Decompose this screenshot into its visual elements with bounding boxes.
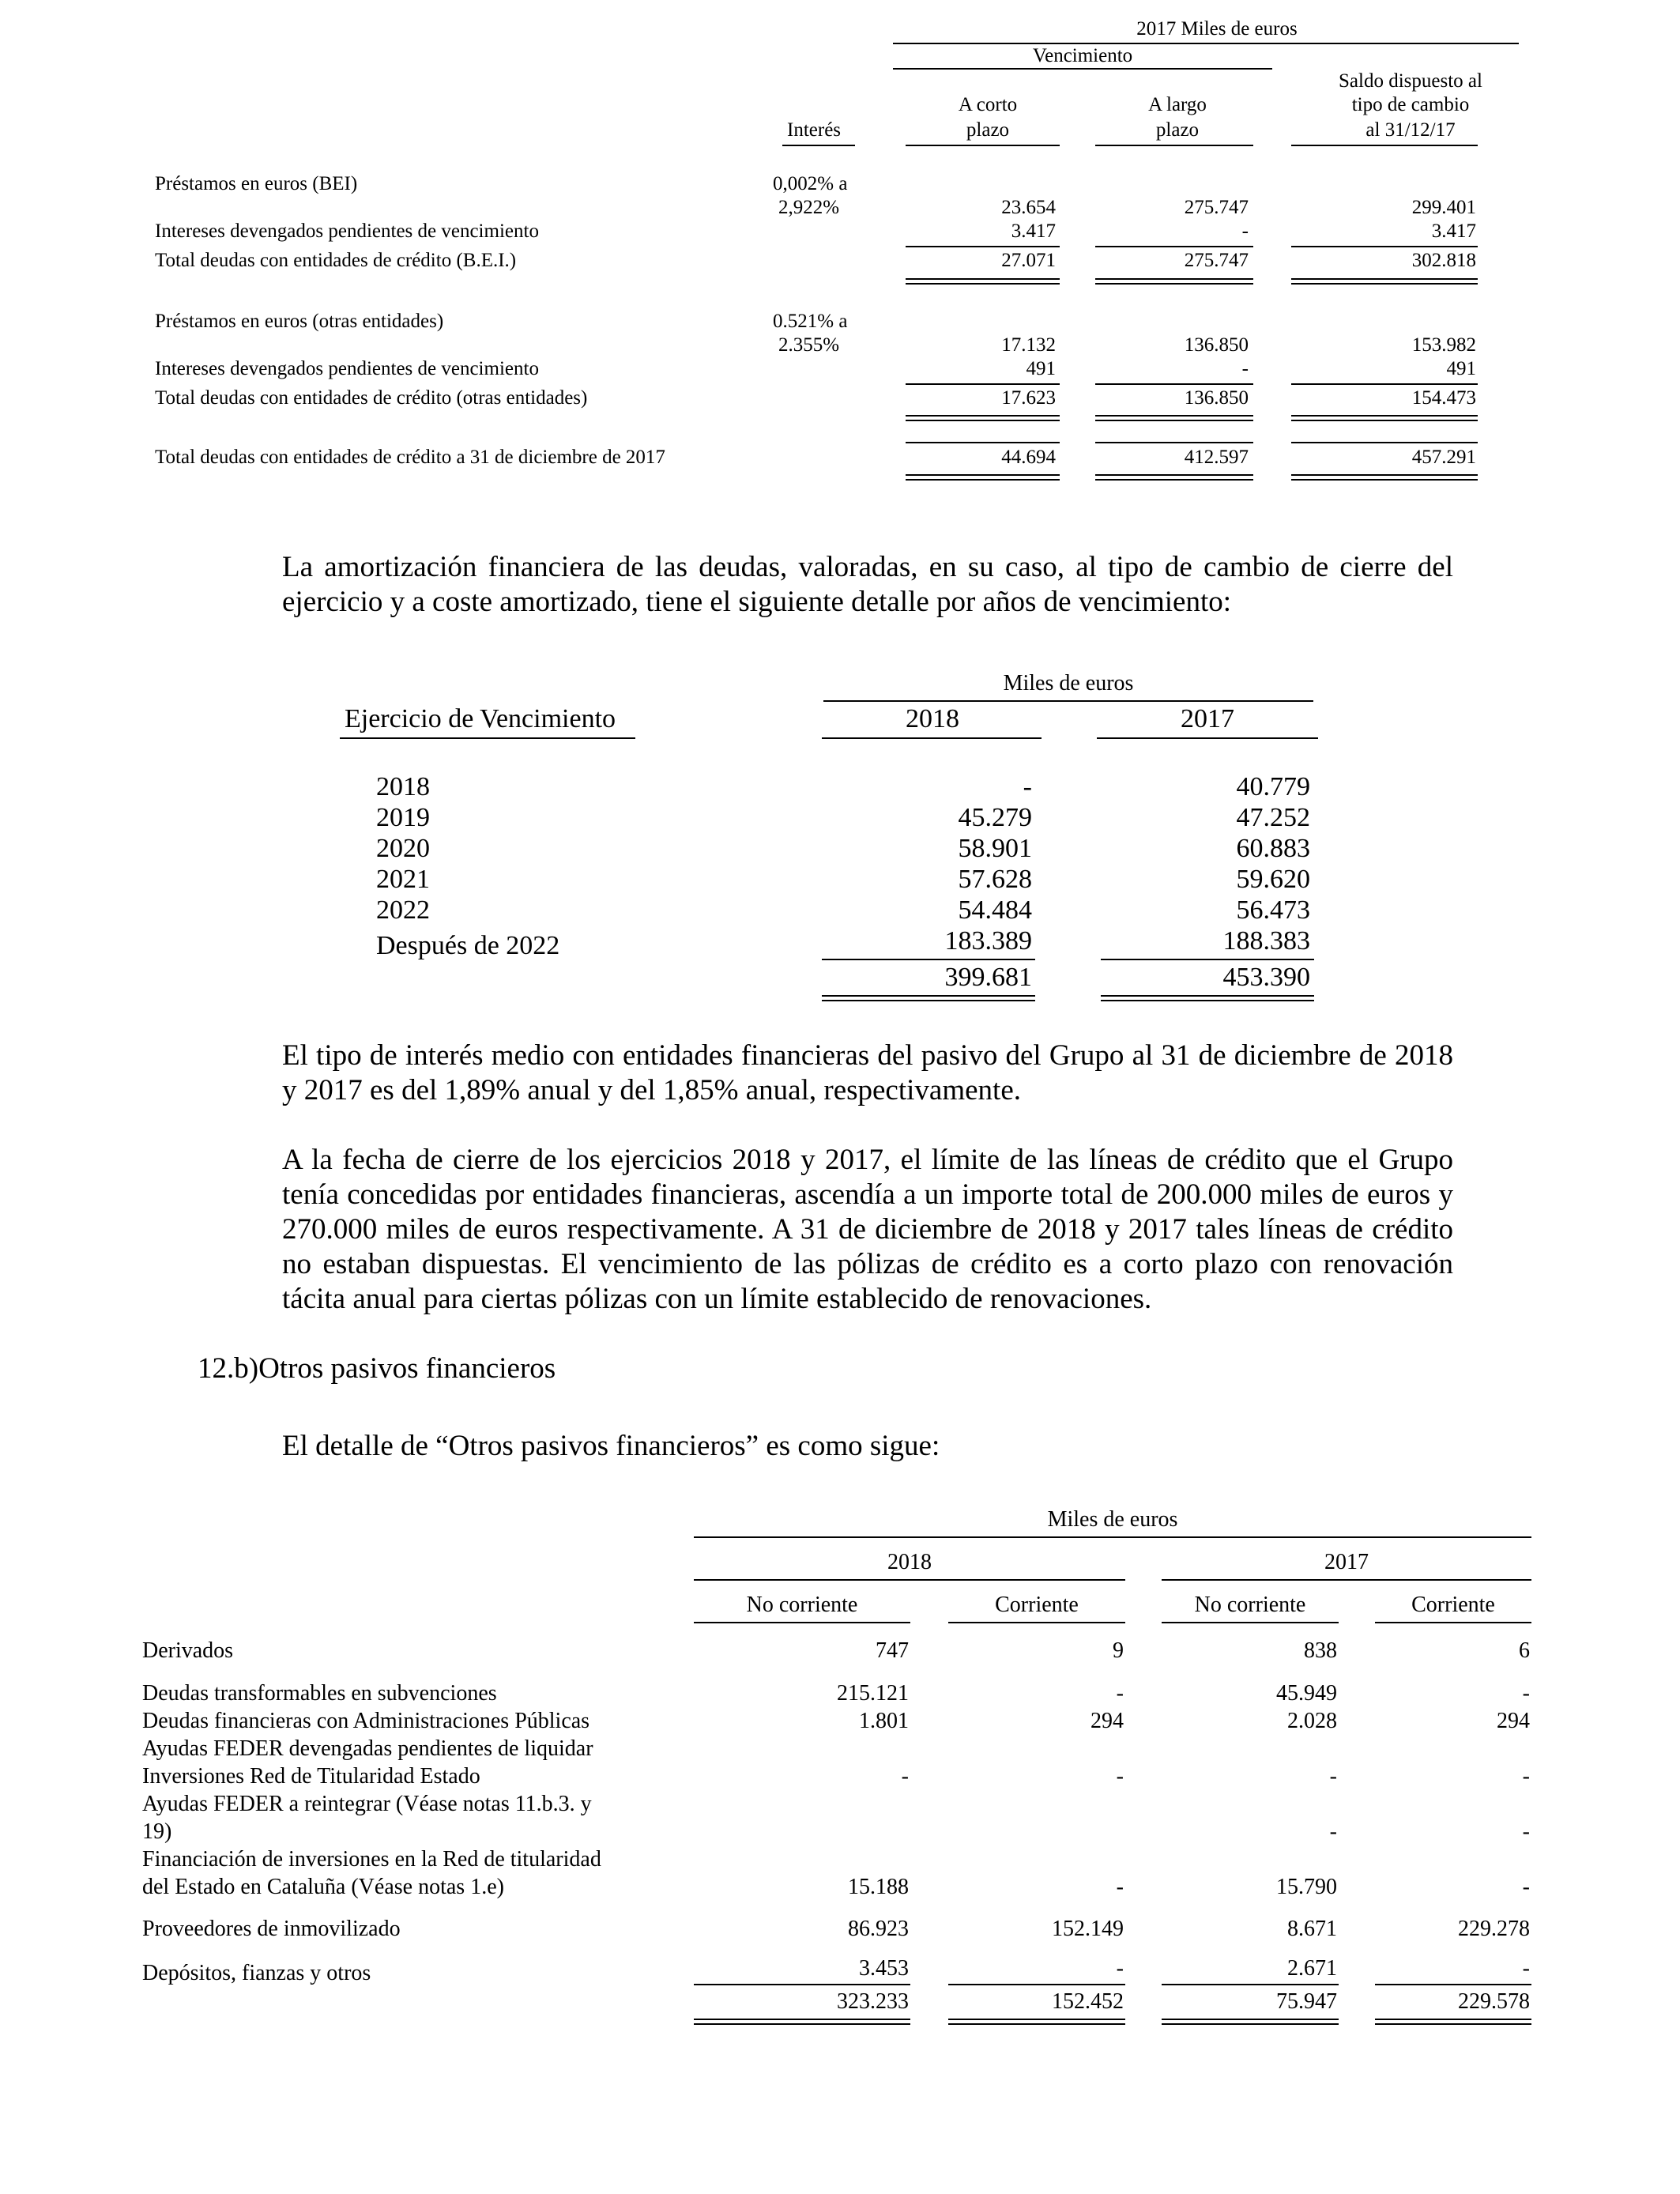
table3-units-header: Miles de euros <box>1047 1507 1178 1532</box>
table1-saldo-header-2: tipo de cambio <box>1351 94 1470 115</box>
table3-cell: - <box>1329 1819 1337 1844</box>
table1-cell: 299.401 <box>1411 197 1476 218</box>
section-heading: 12.b)Otros pasivos financieros <box>198 1352 556 1385</box>
table3-cell: 2.028 <box>1287 1709 1337 1733</box>
table1-largo-header-2: plazo <box>1155 119 1200 141</box>
table1-cell: 302.818 <box>1411 250 1476 271</box>
table3-cell: - <box>1522 1681 1530 1706</box>
table3-row-label: Financiación de inversiones en la Red de titularidad <box>142 1847 601 1872</box>
table1-rate-line-1: 0,002% a <box>773 173 848 194</box>
table3-col-header: No corriente <box>1194 1593 1306 1617</box>
table1-cell: 491 <box>1446 358 1476 379</box>
table2-cell: - <box>1023 772 1032 801</box>
table3-row-label: del Estado en Cataluña (Véase notas 1.e) <box>142 1875 504 1899</box>
table1-row-label: Total deudas con entidades de crédito (B.E.I.) <box>155 250 517 271</box>
table3-cell: - <box>1522 1956 1530 1981</box>
table3-cell: 45.949 <box>1276 1681 1337 1706</box>
table3-cell: 2.671 <box>1287 1956 1337 1981</box>
table3-cell: - <box>1116 1681 1124 1706</box>
table1-cell: - <box>1241 358 1249 379</box>
table2-cell: 56.473 <box>1236 895 1310 925</box>
table1-cell: 275.747 <box>1184 197 1249 218</box>
table3-cell: 6 <box>1519 1638 1530 1663</box>
table3-cell: 294 <box>1497 1709 1530 1733</box>
table3-cell: 15.188 <box>848 1875 909 1899</box>
paragraph-credit-lines: A la fecha de cierre de los ejercicios 2018 y 2017, el límite de las líneas de crédito que el Grupo tenía concedidas por entidades financieras, ascendía a un importe total de 200.000 miles de euros y 270.000 miles de euros respectivamente. A 31 de diciembre de 2018 y 2017 tales líneas de crédito no estaban dispuestas. El vencimiento de las pólizas de crédito es a corto plazo con renovación tácita anual para ciertas pólizas con un límite establecido de renovaciones. <box>282 1144 1453 1315</box>
table2-cell: 40.779 <box>1236 772 1310 801</box>
table3-cell: 15.790 <box>1276 1875 1337 1899</box>
table1-row-label: Intereses devengados pendientes de vencimiento <box>155 221 539 242</box>
table2-cell: 183.389 <box>944 926 1032 956</box>
table2-cell: 59.620 <box>1236 865 1310 894</box>
table3-cell: 229.278 <box>1458 1917 1530 1941</box>
table2-year-2018: 2018 <box>906 704 959 733</box>
table3-row-label: Deudas transformables en subvenciones <box>142 1681 497 1706</box>
table3-cell: 747 <box>876 1638 909 1663</box>
table1-units-header: 2017 Miles de euros <box>1136 18 1298 40</box>
table3-cell: - <box>901 1764 909 1789</box>
table3-cell: - <box>1116 1875 1124 1899</box>
table1-row-label: Total deudas con entidades de crédito (otras entidades) <box>155 387 588 409</box>
table1-cell: 136.850 <box>1184 387 1249 409</box>
table1-cell: 136.850 <box>1184 334 1249 356</box>
table1-grand-total-label: Total deudas con entidades de crédito a 31 de diciembre de 2017 <box>155 447 665 468</box>
table1-vencimiento-header: Vencimiento <box>1032 45 1133 66</box>
table1-corto-header-1: A corto <box>958 94 1018 115</box>
table3-row-label: Proveedores de inmovilizado <box>142 1917 401 1941</box>
table2-column-label: Ejercicio de Vencimiento <box>345 704 616 733</box>
table3-total: 152.452 <box>1052 1989 1124 2014</box>
table3-total: 323.233 <box>837 1989 909 2014</box>
table1-rate-line-2: 2,922% <box>778 197 840 218</box>
table3-col-header: Corriente <box>1411 1593 1495 1617</box>
table3-cell: 215.121 <box>837 1681 909 1706</box>
table1-cell: 27.071 <box>1001 250 1056 271</box>
table3-row-label: Deudas financieras con Administraciones Públicas <box>142 1709 590 1733</box>
table3-cell: - <box>1522 1819 1530 1844</box>
table1-cell: 17.623 <box>1001 387 1056 409</box>
table2-cell: 57.628 <box>958 865 1032 894</box>
table2-row-label: 2022 <box>376 895 430 925</box>
table3-cell: 294 <box>1090 1709 1124 1733</box>
paragraph-amortization: La amortización financiera de las deudas, valoradas, en su caso, al tipo de cambio de cierre del ejercicio y a coste amortizado, tiene el siguiente detalle por años de vencimiento: <box>282 551 1453 618</box>
table1-cell: 17.132 <box>1001 334 1056 356</box>
table3-cell: 152.149 <box>1052 1917 1124 1941</box>
table2-year-2017: 2017 <box>1181 704 1234 733</box>
table2-row-label: 2021 <box>376 865 430 894</box>
table3-cell: - <box>1116 1764 1124 1789</box>
table1-largo-header-1: A largo <box>1148 94 1207 115</box>
table3-year-2018: 2018 <box>887 1550 932 1574</box>
table1-cell: 3.417 <box>1011 221 1056 242</box>
table3-total: 229.578 <box>1458 1989 1530 2014</box>
table2-cell: 47.252 <box>1236 803 1310 832</box>
paragraph-interest-rate: El tipo de interés medio con entidades financieras del pasivo del Grupo al 31 de diciembre de 2018 y 2017 es del 1,89% anual y del 1,85% anual, respectivamente. <box>282 1039 1453 1106</box>
table1-cell: 275.747 <box>1184 250 1249 271</box>
table3-row-label: Ayudas FEDER a reintegrar (Véase notas 11.b.3. y <box>142 1792 592 1816</box>
table3-row-label: Derivados <box>142 1638 234 1663</box>
table3-cell: 838 <box>1304 1638 1337 1663</box>
table2-row-label: 2020 <box>376 834 430 863</box>
table2-cell: 54.484 <box>958 895 1032 925</box>
table1-row-label: Préstamos en euros (BEI) <box>155 173 358 194</box>
table2-row-label: 2018 <box>376 772 430 801</box>
table3-cell: 3.453 <box>859 1956 909 1981</box>
table3-col-header: Corriente <box>995 1593 1079 1617</box>
table3-year-2017: 2017 <box>1324 1550 1369 1574</box>
table3-row-label: 19) <box>142 1819 172 1844</box>
table3-cell: 1.801 <box>859 1709 909 1733</box>
table2-cell: 58.901 <box>958 834 1032 863</box>
table1-rate-line-2: 2.355% <box>778 334 840 356</box>
table3-row-label: Inversiones Red de Titularidad Estado <box>142 1764 480 1789</box>
table3-cell: 9 <box>1113 1638 1124 1663</box>
table1-row-label: Préstamos en euros (otras entidades) <box>155 311 444 332</box>
table3-cell: 8.671 <box>1287 1917 1337 1941</box>
table1-saldo-header-1: Saldo dispuesto al <box>1339 70 1482 92</box>
table1-row-label: Intereses devengados pendientes de vencimiento <box>155 358 539 379</box>
table1-cell: 23.654 <box>1001 197 1056 218</box>
table1-interes-header: Interés <box>787 119 842 141</box>
table1-cell: 154.473 <box>1411 387 1476 409</box>
table1-cell: - <box>1241 221 1249 242</box>
table1-cell: 44.694 <box>1001 447 1056 468</box>
table3-row-label: Ayudas FEDER devengadas pendientes de liquidar <box>142 1736 593 1761</box>
table1-cell: 412.597 <box>1184 447 1249 468</box>
table3-cell: 86.923 <box>848 1917 909 1941</box>
table2-units-header: Miles de euros <box>1003 671 1134 696</box>
table3-cell: - <box>1329 1764 1337 1789</box>
table2-row-label: 2019 <box>376 803 430 832</box>
table1-cell: 3.417 <box>1431 221 1476 242</box>
table2-cell: 188.383 <box>1222 926 1310 956</box>
table1-cell: 457.291 <box>1411 447 1476 468</box>
table1-saldo-header-3: al 31/12/17 <box>1365 119 1456 141</box>
table2-total-2018: 399.681 <box>944 963 1032 992</box>
table2-cell: 45.279 <box>958 803 1032 832</box>
table1-cell: 153.982 <box>1411 334 1476 356</box>
paragraph-detail-intro: El detalle de “Otros pasivos financieros” es como sigue: <box>282 1430 940 1462</box>
table3-cell: - <box>1522 1764 1530 1789</box>
table2-cell: 60.883 <box>1236 834 1310 863</box>
table3-col-header: No corriente <box>746 1593 858 1617</box>
table2-total-2017: 453.390 <box>1222 963 1310 992</box>
table1-corto-header-2: plazo <box>966 119 1010 141</box>
table2-row-label: Después de 2022 <box>376 931 560 960</box>
table3-total: 75.947 <box>1276 1989 1337 2014</box>
table3-cell: - <box>1522 1875 1530 1899</box>
table1-rate-line-1: 0.521% a <box>773 311 848 332</box>
table3-row-label: Depósitos, fianzas y otros <box>142 1961 371 1985</box>
table3-cell: - <box>1116 1956 1124 1981</box>
table1-cell: 491 <box>1026 358 1056 379</box>
